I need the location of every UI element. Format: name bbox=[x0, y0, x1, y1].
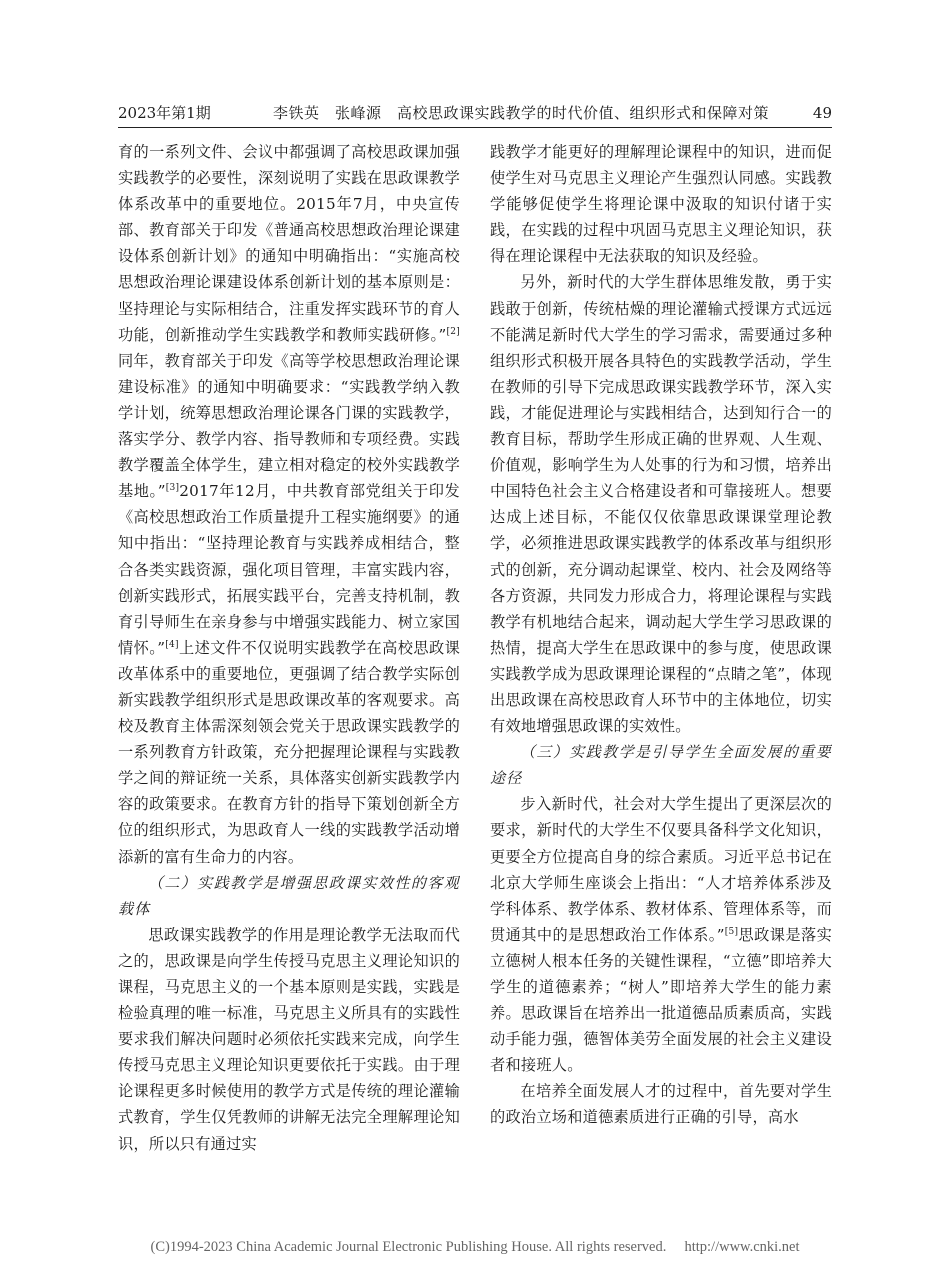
text-segment: 同年，教育部关于印发《高等学校思想政治理论课建设标准》的通知中明确要求：“实践教学纳入教学计划，统筹思想政治理论课各门课的实践教学，落实学分、教学内容、指导教师和专项经费。实践教学覆盖全体学生，建立相对稳定的校外实践教学基地。” bbox=[118, 351, 460, 501]
running-header bbox=[118, 100, 832, 126]
citation-ref: [4] bbox=[165, 639, 179, 650]
page-number: 49 bbox=[812, 104, 832, 122]
paragraph-continuation: 践教学才能更好的理解理论课程中的知识，进而促使学生对马克思主义理论产生强烈认同感。实践教学能够促使学生将理论课中汲取的知识付诸于实践，在实践的过程中巩固马克思主义理论知识，获得在理论课程中无法获取的知识及经验。 bbox=[490, 143, 832, 266]
right-column bbox=[490, 139, 832, 1219]
text-segment: 步入新时代，社会对大学生提出了更深层次的要求，新时代的大学生不仅要具备科学文化知识，更要全方位提高自身的综合素质。习近平总书记在北京大学师生座谈会上指出：“人才培养体系涉及学科体系、教学体系、教材体系、管理体系等，而贯通其中的是思想政治工作体系。” bbox=[490, 795, 832, 944]
paragraph-policy-documents bbox=[118, 139, 460, 870]
citation-ref: [2] bbox=[446, 326, 460, 337]
left-column bbox=[118, 139, 460, 1219]
paragraph-practice-effectiveness: 思政课实践教学的作用是理论教学无法取而代之的，思政课是向学生传授马克思主义理论知识的课程，马克思主义的一个基本原则是实践，实践是检验真理的唯一标准，马克思主义所具有的实践性要求我们解决问题时必须依托实践来完成，向学生传授马克思主义理论知识更要依托于实践。由于理论课程更多时候使用的教学方式是传统的理论灌输式教育，学生仅凭教师的讲解无法完全理解理论知识，所以只有通过实 bbox=[118, 925, 460, 1153]
paragraph-cultivation: 在培养全面发展人才的过程中，首先要对学生的政治立场和道德素质进行正确的引导，高水 bbox=[490, 1082, 832, 1127]
journal-issue: 2023年第1期 bbox=[118, 104, 211, 122]
citation-ref: [5] bbox=[724, 926, 739, 937]
text-segment: 思政课是落实立德树人根本任务的关键性课程，“立德”即培养大学生的道德素养；“树人”即培养大学生的能力素养。思政课旨在培养出一批道德品质素质高，实践动手能力强，德智体美劳全面发展的社会主义建设者和接班人。 bbox=[490, 925, 832, 1075]
section-heading-2: （二）实践教学是增强思政课实效性的客观载体 bbox=[118, 873, 460, 918]
text-segment: 2017年12月，中共教育部党组关于印发《高校思想政治工作质量提升工程实施纲要》的通知中指出：“坚持理论教育与实践养成相结合，整合各类实践资源，强化项目管理，丰富实践内容，创新实践形式，拓展实践平台，完善支持机制，教育引导师生在亲身参与中增强实践能力、树立家国情怀。” bbox=[118, 482, 460, 657]
section-heading-3: （三）实践教学是引导学生全面发展的重要途径 bbox=[490, 743, 832, 788]
header-rule bbox=[118, 127, 832, 128]
text-segment: 上述文件不仅说明实践教学在高校思政课改革体系中的重要地位，更强调了结合教学实际创新实践教学组织形式是思政课改革的客观要求。高校及教育主体需深刻领会党关于思政课实践教学的一系列教育方针政策，充分把握理论课程与实践教学之间的辩证统一关系，具体落实创新实践教学内容的政策要求。在教育方针的指导下策划创新全方位的组织形式，为思政育人一线的实践教学活动增添新的富有生命力的内容。 bbox=[118, 638, 460, 866]
citation-ref: [3] bbox=[165, 483, 180, 494]
paragraph-all-round-development bbox=[490, 791, 832, 1078]
article-running-title: 李铁英 张峰源 高校思政课实践教学的时代价值、组织形式和保障对策 bbox=[273, 104, 770, 122]
copyright-footer: (C)1994-2023 China Academic Journal Electronic Publishing House. All rights reserved. http://www.cnki.net bbox=[150, 1239, 800, 1255]
paragraph-new-era-students: 另外，新时代的大学生群体思维发散，勇于实践敢于创新，传统枯燥的理论灌输式授课方式远远不能满足新时代大学生的学习需求，需要通过多种组织形式积极开展各具特色的实践教学活动，学生在教师的引导下完成思政课实践教学环节，深入实践，才能促进理论与实践相结合，达到知行合一的教育目标，帮助学生形成正确的世界观、人生观、价值观，影响学生为人处事的行为和习惯，培养出中国特色社会主义合格建设者和可靠接班人。想要达成上述目标，不能仅仅依靠思政课课堂理论教学，必须推进思政课实践教学的体系改革与组织形式的创新，充分调动起课堂、校内、社会及网络等各方资源，共同发力形成合力，将理论课程与实践教学有机地结合起来，调动起大学生学习思政课的热情，提高大学生在思政课中的参与度，使思政课实践教学成为思政课理论课程的“点睛之笔”，体现出思政课在高校思政育人环节中的主体地位，切实有效地增强思政课的实效性。 bbox=[490, 273, 832, 736]
text-segment: 育的一系列文件、会议中都强调了高校思政课加强实践教学的必要性，深刻说明了实践在思政课教学体系改革中的重要地位。2015年7月，中央宣传部、教育部关于印发《普通高校思想政治理论课建设体系创新计划》的通知中明确指出：“实施高校思想政治理论课建设体系创新计划的基本原则是：坚持理论与实际相结合，注重发挥实践环节的育人功能，创新推动学生实践教学和教师实践研修。” bbox=[118, 143, 460, 344]
